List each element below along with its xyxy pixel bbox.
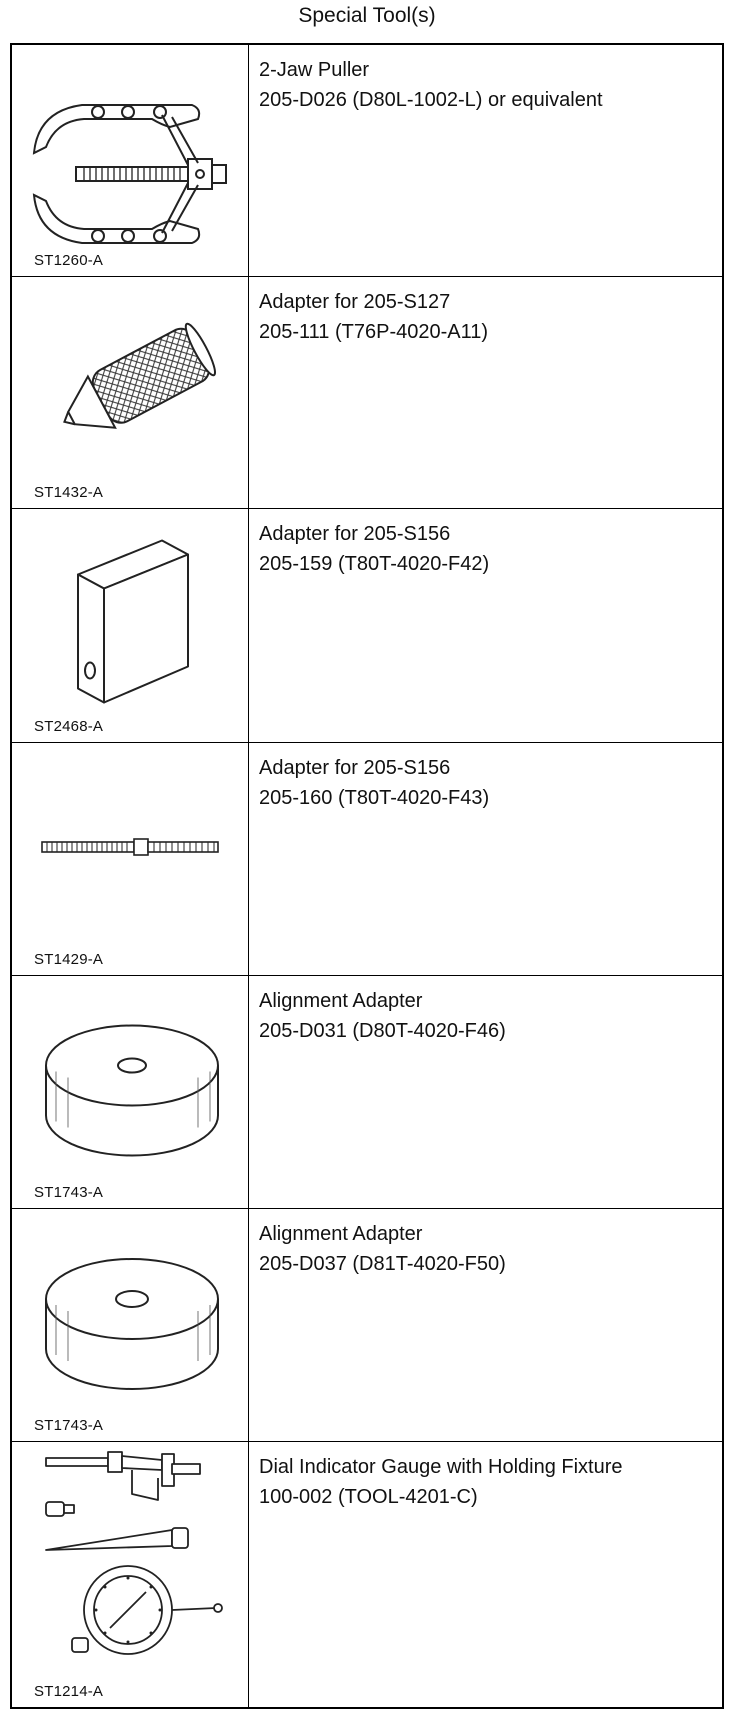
table-row [11,975,723,1209]
tool-number: 205-D037 (D81T-4020-F50) [259,1253,506,1276]
alignment-disc-icon [12,1209,248,1445]
tool-image-code: ST1432-A [34,484,104,502]
block-adapter-icon [12,509,248,745]
threaded-rod-icon [12,743,248,979]
tool-number: 205-160 (T80T-4020-F43) [259,787,490,810]
table-row [11,276,723,508]
tool-illustration-cell [11,1441,249,1708]
tool-name: Adapter for 205-S156 [259,523,451,546]
tool-description-cell [249,975,724,1209]
tool-number: 205-D026 (D80L-1002-L) or equivalent [259,89,603,111]
table-row [11,1441,723,1708]
tool-illustration-cell [11,975,249,1209]
tool-name: Alignment Adapter [259,1223,423,1246]
table-row [11,509,723,743]
tool-description-cell [249,1441,724,1708]
special-tools-table [10,43,724,1709]
tool-description-cell [249,44,724,276]
tool-number: 205-111 (T76P-4020-A11) [259,320,489,343]
tool-image-code: ST1214-A [34,1683,104,1700]
tool-number: 205-D031 (D80T-4020-F46) [259,1019,506,1042]
tool-illustration-cell [11,509,249,743]
table-row [11,44,723,276]
tool-illustration-cell [11,276,249,508]
two-jaw-puller-icon [12,45,248,281]
table-row [11,743,723,975]
tool-description-cell [249,743,724,975]
tool-description-cell [249,276,724,508]
knurled-adapter-icon [12,277,248,513]
tool-image-code: ST1743-A [34,1184,104,1202]
tool-description-cell [249,1209,724,1441]
table-row [11,1209,723,1441]
tool-illustration-cell [11,1209,249,1441]
tool-number: 100-002 (TOOL-4201-C) [259,1485,478,1508]
tool-image-code: ST1743-A [34,1416,104,1434]
alignment-disc-icon [12,976,248,1212]
tool-name: Dial Indicator Gauge with Holding Fixture [259,1455,623,1478]
page-title: Special Tool(s) [298,4,436,27]
tool-name: Alignment Adapter [259,989,423,1012]
tool-illustration-cell [11,743,249,975]
tool-image-code: ST1429-A [34,950,104,968]
dial-indicator-icon [12,1442,248,1690]
tool-name: Adapter for 205-S127 [259,290,451,313]
tool-image-code: ST2468-A [34,718,104,736]
tool-illustration-cell [11,44,249,276]
tool-description-cell [249,509,724,743]
tool-name: 2-Jaw Puller [259,59,370,81]
tool-name: Adapter for 205-S156 [259,757,451,780]
tool-number: 205-159 (T80T-4020-F42) [259,553,490,576]
tool-image-code: ST1260-A [34,251,104,269]
